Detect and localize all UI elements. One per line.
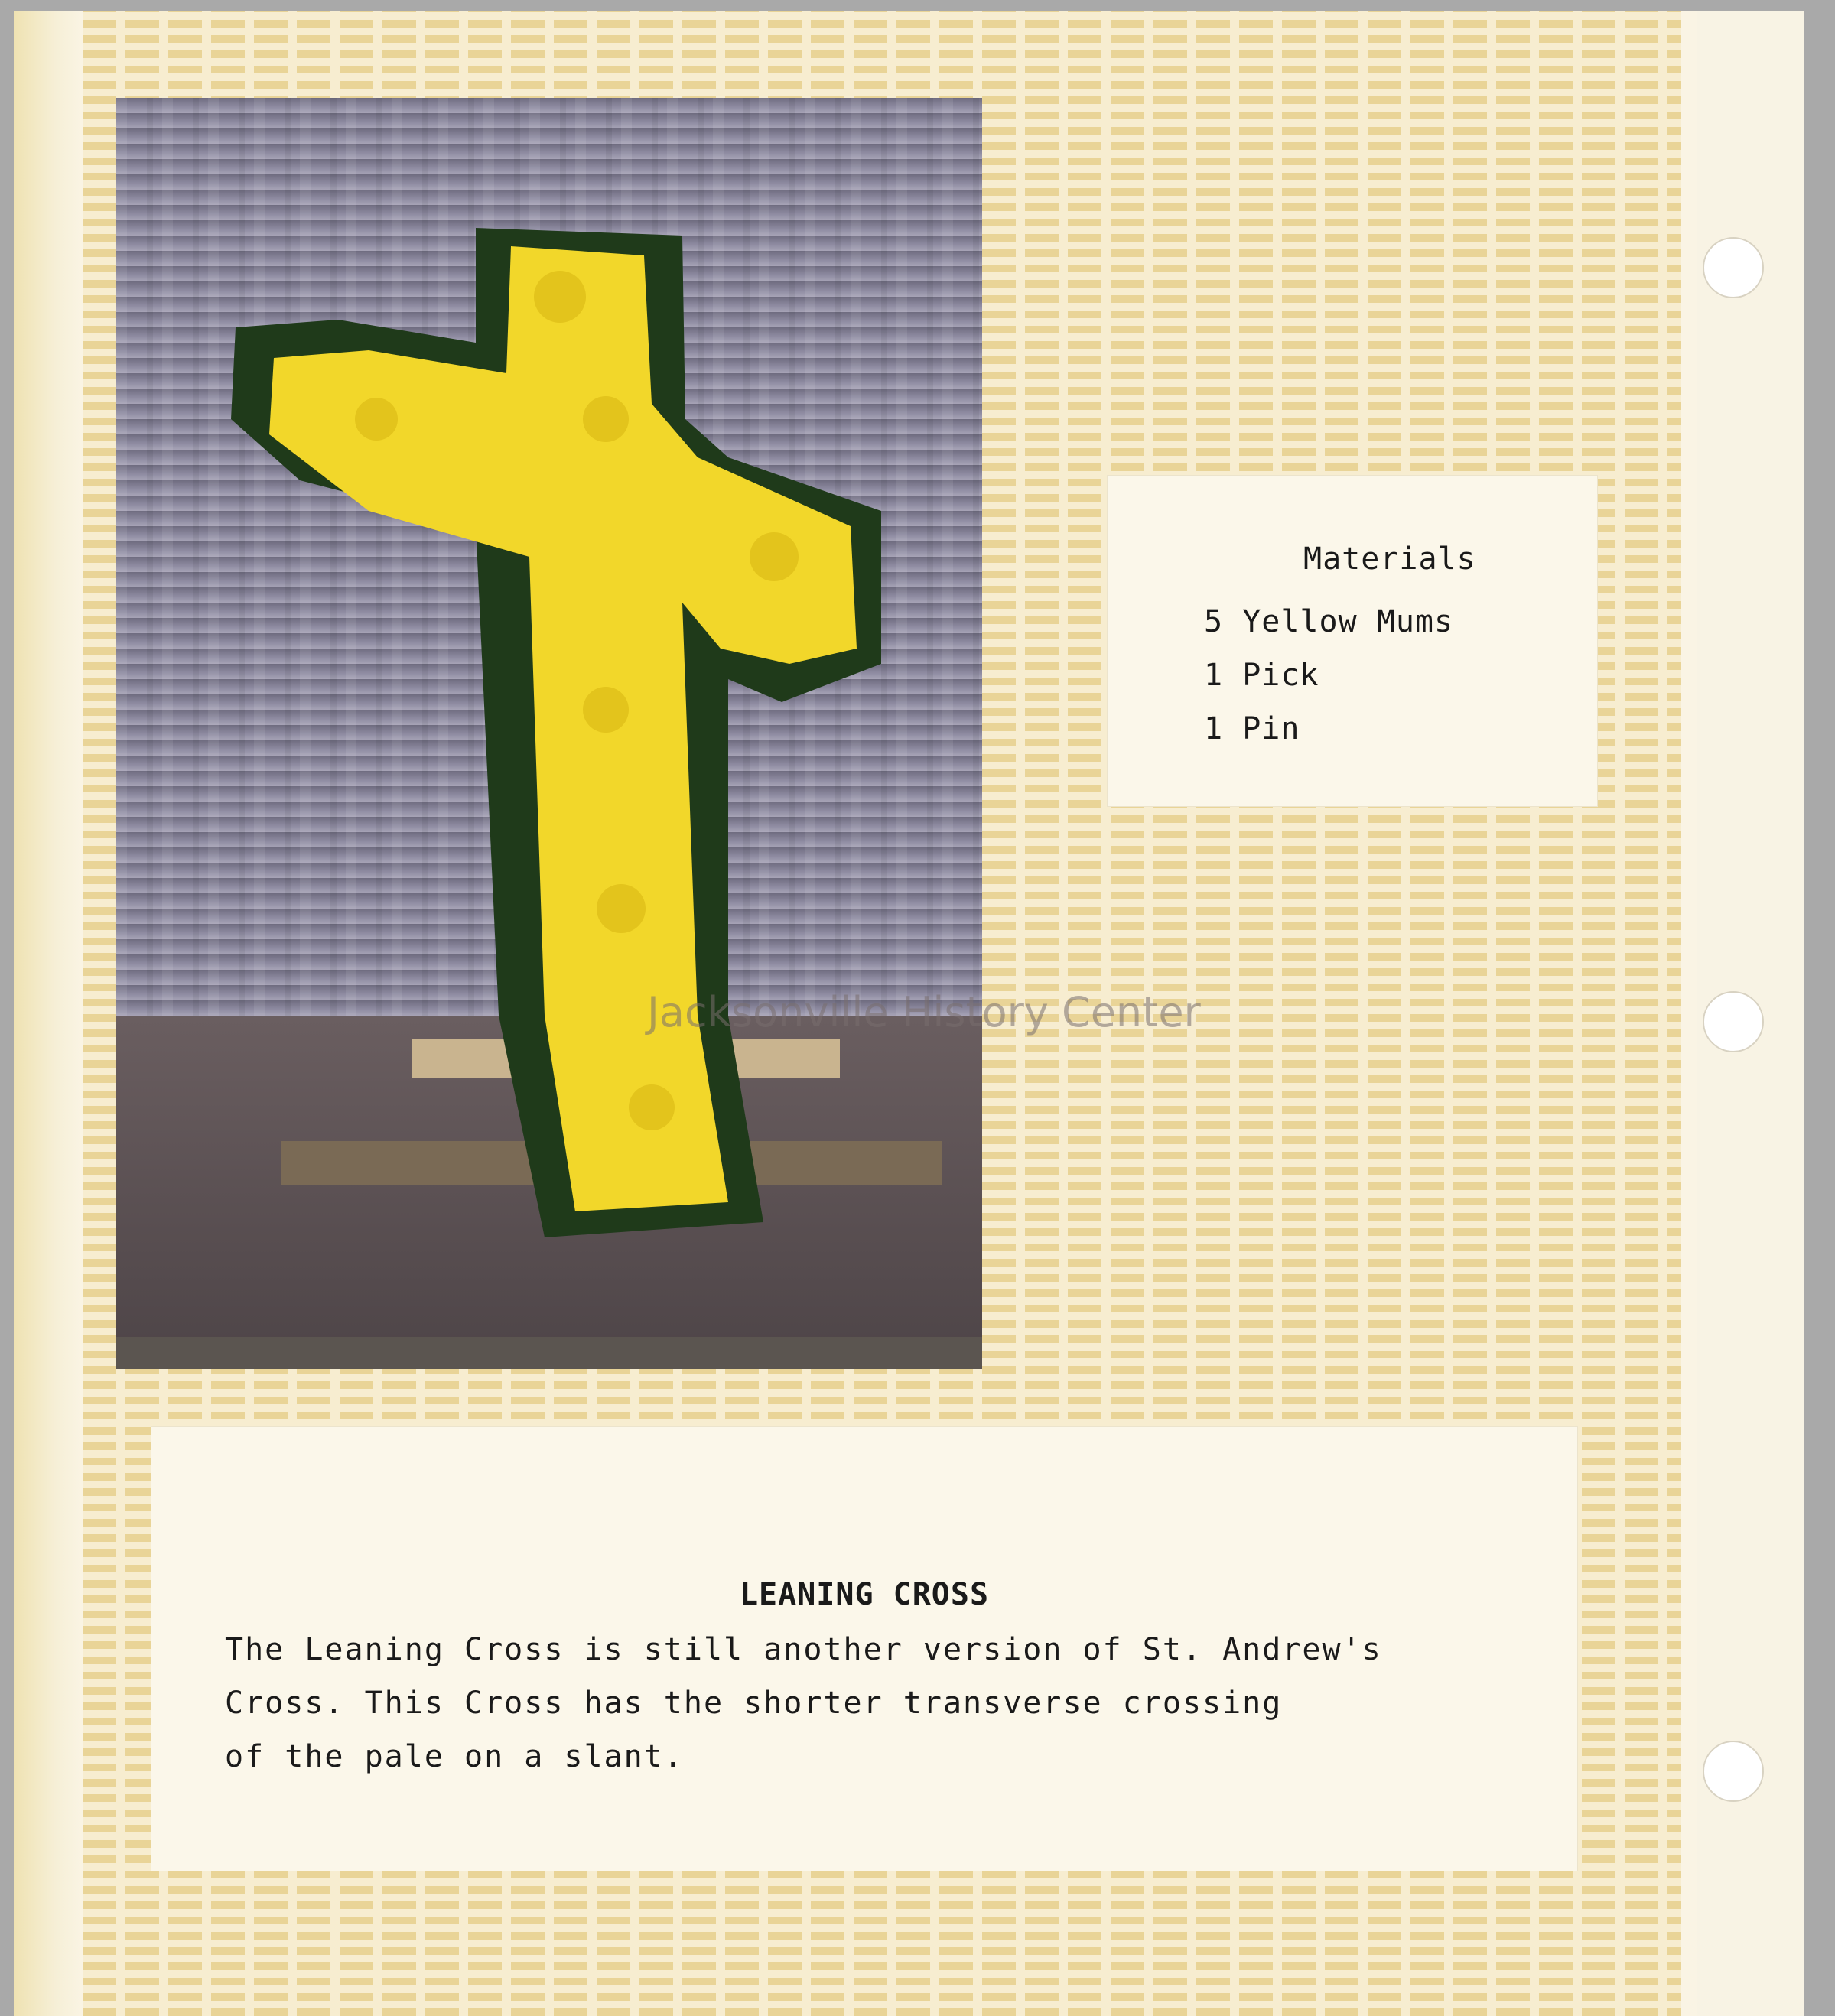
materials-name: Pick <box>1242 658 1319 693</box>
materials-card <box>1108 476 1597 806</box>
leaning-cross-photo <box>116 98 982 1369</box>
materials-qty: 1 <box>1204 711 1224 746</box>
description-line: Cross. This Cross has the shorter transverse crossing <box>225 1686 1283 1721</box>
photo-drawing <box>116 98 982 1369</box>
watermark: Jacksonville History Center <box>647 988 1201 1036</box>
description-card <box>151 1427 1577 1871</box>
description-line: The Leaning Cross is still another version of St. Andrew's <box>225 1632 1382 1667</box>
page-edge <box>14 11 83 2016</box>
description-body <box>225 1623 1382 1784</box>
binder-hole-top <box>1703 237 1764 298</box>
materials-item <box>1204 649 1453 702</box>
materials-item <box>1204 702 1453 756</box>
binder-hole-middle <box>1703 991 1764 1052</box>
binder-hole-bottom <box>1703 1741 1764 1802</box>
materials-name: Yellow Mums <box>1242 604 1454 639</box>
materials-list <box>1204 595 1453 756</box>
materials-title: Materials <box>1303 541 1476 577</box>
materials-qty: 5 <box>1204 604 1224 639</box>
materials-item <box>1204 595 1453 649</box>
description-title: LEANING CROSS <box>739 1577 990 1612</box>
materials-qty: 1 <box>1204 658 1224 693</box>
table-edge <box>116 1337 982 1369</box>
materials-name: Pin <box>1242 711 1300 746</box>
description-line: of the pale on a slant. <box>225 1739 684 1774</box>
